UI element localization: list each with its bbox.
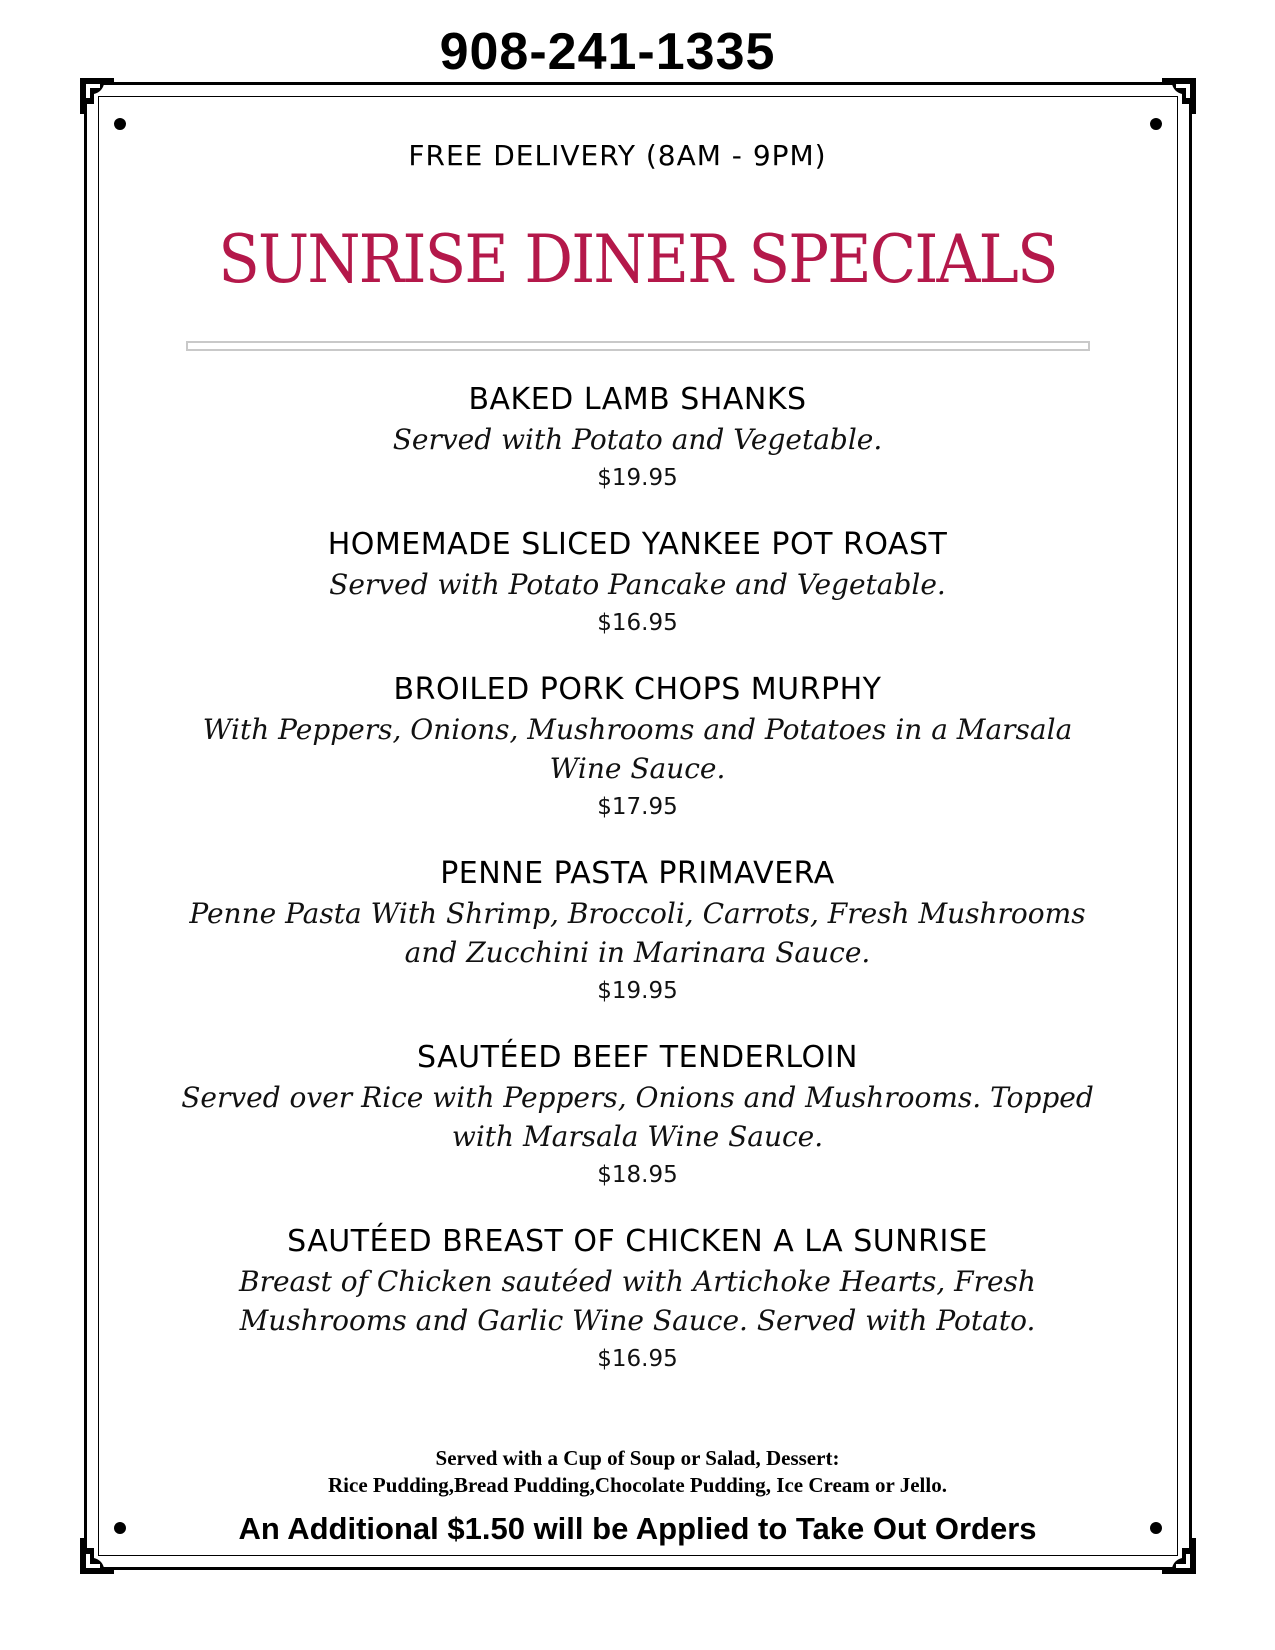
menu-item-name: BAKED LAMB SHANKS (468, 382, 807, 417)
menu-item (180, 1222, 1095, 1378)
menu-item-price: $16.95 (597, 1346, 678, 1372)
specials-list (180, 380, 1095, 1406)
menu-item-name: HOMEMADE SLICED YANKEE POT ROAST (327, 527, 948, 562)
menu-item-price: $19.95 (597, 978, 678, 1004)
menu-item-name: SAUTÉED BREAST OF CHICKEN A LA SUNRISE (287, 1224, 988, 1259)
title-divider (186, 341, 1090, 351)
dessert-options-line: Rice Pudding,Bread Pudding,Chocolate Pudding, Ice Cream or Jello. (328, 1473, 947, 1497)
menu-item-price: $17.95 (597, 794, 678, 820)
menu-item-description: and Zucchini in Marinara Sauce. (404, 936, 871, 969)
menu-item (180, 670, 1095, 826)
menu-item-description: Served with Potato Pancake and Vegetable. (329, 568, 946, 601)
menu-item-name: BROILED PORK CHOPS MURPHY (393, 672, 882, 707)
served-with-line: Served with a Cup of Soup or Salad, Dessert: (435, 1446, 840, 1470)
menu-item-description: With Peppers, Onions, Mushrooms and Potatoes in a Marsala (202, 713, 1073, 746)
menu-item-name: SAUTÉED BEEF TENDERLOIN (417, 1040, 858, 1075)
takeout-notice: An Additional $1.50 will be Applied to Take Out Orders (238, 1511, 1037, 1546)
menu-item-name: PENNE PASTA PRIMAVERA (440, 856, 835, 891)
menu-item-description: Wine Sauce. (549, 752, 726, 785)
menu-item-description: Penne Pasta With Shrimp, Broccoli, Carrots, Fresh Mushrooms (189, 897, 1086, 930)
served-with-note (0, 1445, 1275, 1499)
corner-ornament-icon (1136, 78, 1196, 138)
menu-item-description: Breast of Chicken sautéed with Artichoke Hearts, Fresh (239, 1265, 1036, 1298)
corner-ornament-icon (80, 78, 140, 138)
menu-item-description: Mushrooms and Garlic Wine Sauce. Served with Potato. (239, 1304, 1036, 1337)
menu-item (180, 1038, 1095, 1194)
menu-item-price: $16.95 (597, 610, 678, 636)
menu-item-description: with Marsala Wine Sauce. (451, 1120, 824, 1153)
menu-item (180, 525, 1095, 642)
delivery-hours: FREE DELIVERY (8AM - 9PM) (408, 139, 827, 172)
menu-item-description: Served over Rice with Peppers, Onions and Mushrooms. Topped (181, 1081, 1094, 1114)
phone-number: 908-241-1335 (439, 23, 776, 81)
menu-item-description: Served with Potato and Vegetable. (392, 423, 883, 456)
menu-item (180, 854, 1095, 1010)
menu-item-price: $19.95 (597, 465, 678, 491)
menu-item-price: $18.95 (597, 1162, 678, 1188)
menu-item (180, 380, 1095, 497)
page-title: SUNRISE DINER SPECIALS (218, 221, 1057, 298)
